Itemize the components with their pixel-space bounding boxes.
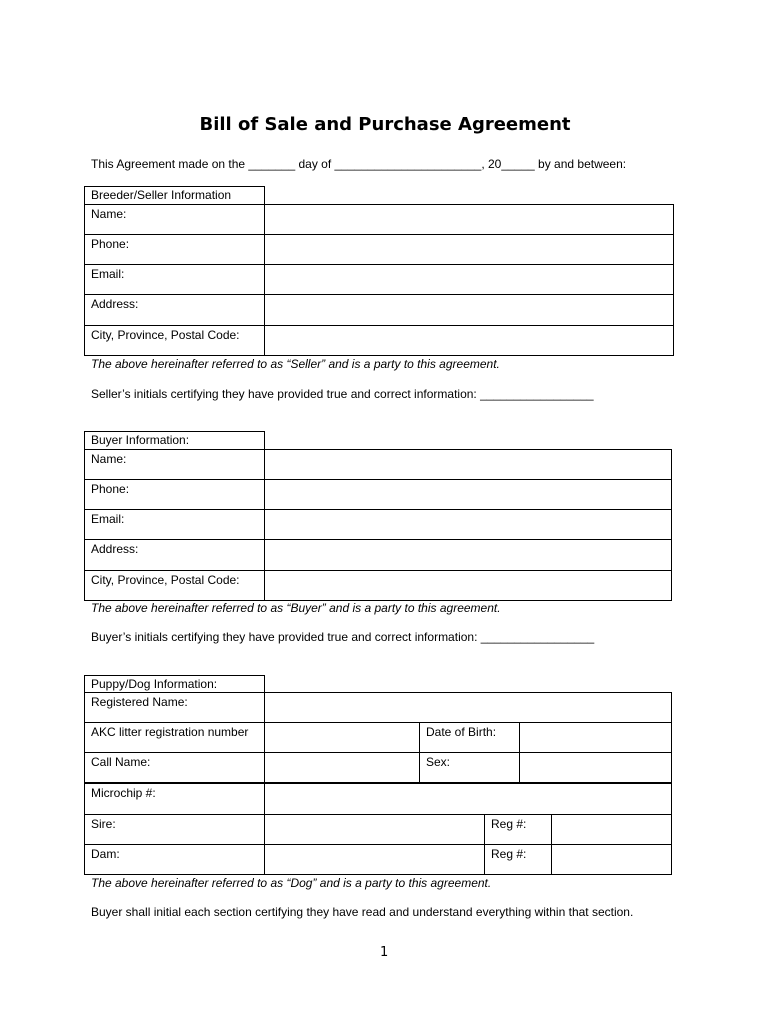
seller-name-field[interactable] (264, 204, 674, 235)
seller-phone-field[interactable] (264, 234, 674, 265)
seller-section-header: Breeder/Seller Information (84, 186, 265, 205)
sire-field[interactable] (264, 814, 485, 845)
dam-reg-field[interactable] (551, 844, 672, 875)
dam-label: Dam: (84, 844, 265, 875)
sex-label: Sex: (419, 752, 520, 783)
buyer-email-label: Email: (84, 509, 265, 540)
dog-section-header: Puppy/Dog Information: (84, 675, 265, 694)
buyer-initials-line: Buyer’s initials certifying they have provided true and correct information: _________________ (91, 630, 595, 644)
date-of-birth-label: Date of Birth: (419, 722, 520, 753)
akc-registration-label: AKC litter registration number (84, 722, 265, 753)
buyer-name-label: Name: (84, 449, 265, 480)
seller-city-field[interactable] (264, 325, 674, 356)
agreement-intro: This Agreement made on the _______ day of ______________________, 20_____ by and between: (91, 157, 627, 171)
dog-registered-name-field[interactable] (264, 692, 672, 723)
dog-note: The above hereinafter referred to as “Dog” and is a party to this agreement. (91, 876, 492, 890)
seller-address-field[interactable] (264, 294, 674, 326)
buyer-city-field[interactable] (264, 570, 672, 601)
date-of-birth-field[interactable] (519, 722, 672, 753)
buyer-email-field[interactable] (264, 509, 672, 540)
microchip-label: Microchip #: (84, 783, 265, 815)
seller-email-label: Email: (84, 264, 265, 295)
buyer-city-label: City, Province, Postal Code: (84, 570, 265, 601)
sire-reg-field[interactable] (551, 814, 672, 845)
seller-phone-label: Phone: (84, 234, 265, 265)
call-name-label: Call Name: (84, 752, 265, 783)
seller-email-field[interactable] (264, 264, 674, 295)
sire-reg-label: Reg #: (484, 814, 552, 845)
buyer-note: The above hereinafter referred to as “Buyer” and is a party to this agreement. (91, 601, 501, 615)
sex-field[interactable] (519, 752, 672, 783)
microchip-field[interactable] (264, 783, 672, 815)
call-name-field[interactable] (264, 752, 420, 783)
akc-registration-field[interactable] (264, 722, 420, 753)
page-number: 1 (380, 945, 389, 960)
seller-address-label: Address: (84, 294, 265, 326)
buyer-initial-instruction: Buyer shall initial each section certifying they have read and understand everything within that section. (91, 905, 634, 919)
buyer-name-field[interactable] (264, 449, 672, 480)
seller-initials-line: Seller’s initials certifying they have provided true and correct information: _________________ (91, 387, 594, 401)
buyer-phone-label: Phone: (84, 479, 265, 510)
buyer-address-label: Address: (84, 539, 265, 571)
dog-registered-name-label: Registered Name: (84, 692, 265, 723)
dam-field[interactable] (264, 844, 485, 875)
buyer-section-header: Buyer Information: (84, 431, 265, 450)
seller-note: The above hereinafter referred to as “Seller” and is a party to this agreement. (91, 357, 500, 371)
seller-name-label: Name: (84, 204, 265, 235)
dam-reg-label: Reg #: (484, 844, 552, 875)
buyer-address-field[interactable] (264, 539, 672, 571)
document-title: Bill of Sale and Purchase Agreement (199, 114, 571, 135)
sire-label: Sire: (84, 814, 265, 845)
seller-city-label: City, Province, Postal Code: (84, 325, 265, 356)
buyer-phone-field[interactable] (264, 479, 672, 510)
